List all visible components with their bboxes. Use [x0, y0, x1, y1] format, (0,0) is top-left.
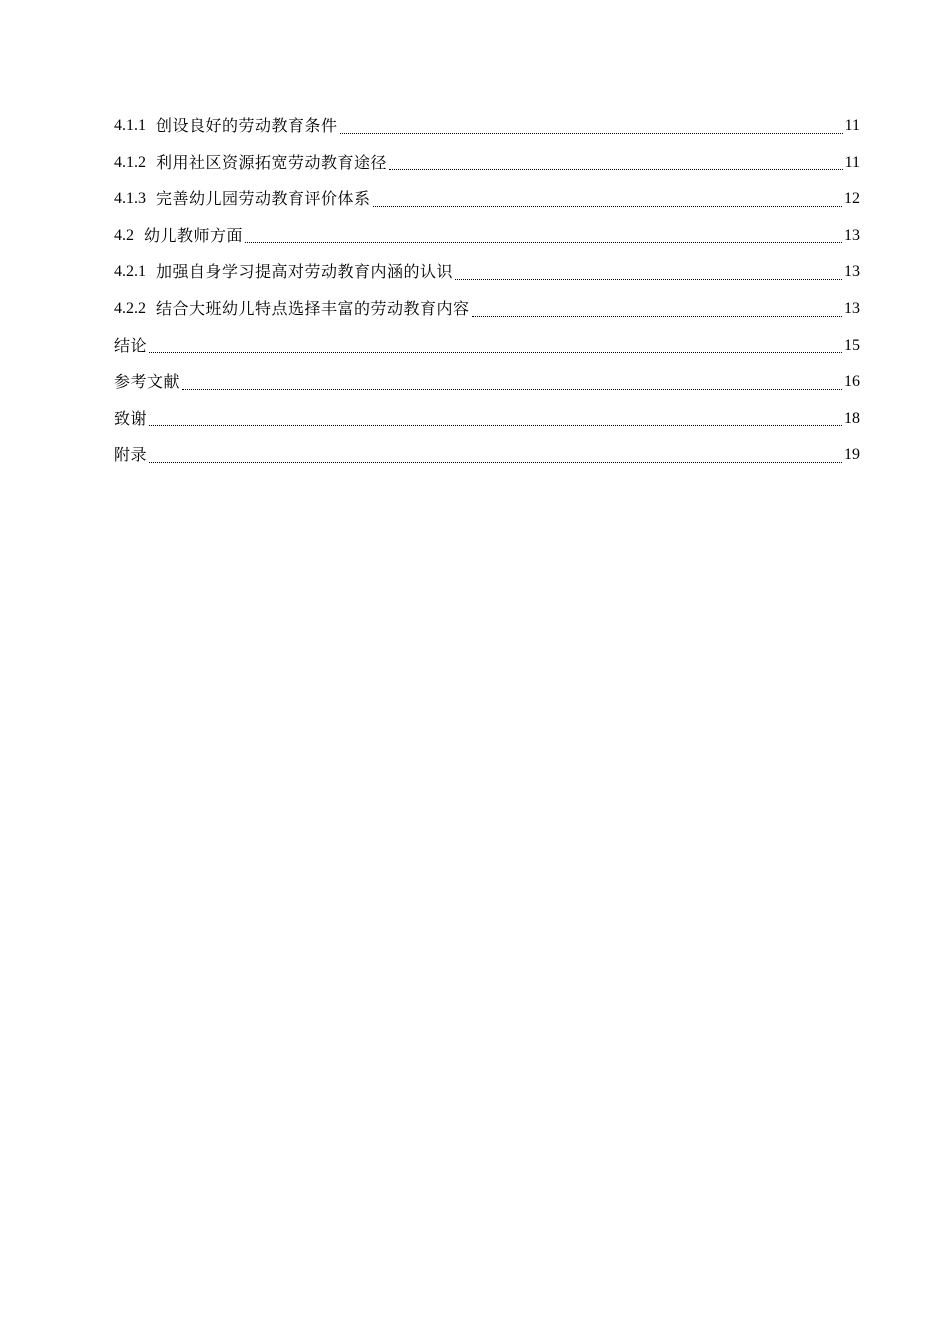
toc-entry-number: 4.2 [114, 226, 134, 244]
toc-dot-leader [182, 389, 842, 390]
toc-entry-title: 加强自身学习提高对劳动教育内涵的认识 [156, 262, 454, 282]
toc-entry[interactable] [114, 254, 860, 291]
toc-entry[interactable] [114, 364, 860, 401]
toc-entry-page: 11 [844, 117, 860, 134]
toc-entry[interactable] [114, 145, 860, 182]
toc-dot-leader [455, 279, 842, 280]
toc-entry-title: 幼儿教师方面 [144, 225, 244, 245]
toc-entry[interactable] [114, 291, 860, 328]
toc-dot-leader [149, 462, 842, 463]
toc-dot-leader [149, 352, 842, 353]
toc-entry-number: 4.2.1 [114, 263, 146, 281]
toc-entry-number: 4.1.3 [114, 190, 146, 208]
table-of-contents [114, 108, 860, 474]
toc-entry-title: 结论 [114, 335, 148, 355]
toc-entry-title: 完善幼儿园劳动教育评价体系 [156, 189, 371, 209]
toc-entry[interactable] [114, 328, 860, 365]
toc-entry-page: 13 [844, 263, 860, 281]
toc-entry-page: 12 [844, 190, 860, 208]
toc-entry-page: 16 [844, 373, 860, 391]
toc-entry[interactable] [114, 401, 860, 438]
toc-entry-number: 4.1.2 [114, 153, 146, 171]
toc-entry-title: 参考文献 [114, 372, 181, 392]
toc-entry-title: 致谢 [114, 408, 148, 428]
toc-entry-number: 4.1.1 [114, 117, 146, 134]
toc-dot-leader [245, 242, 842, 243]
toc-entry-page: 15 [844, 336, 860, 354]
toc-entry[interactable] [114, 108, 860, 145]
toc-entry-title: 结合大班幼儿特点选择丰富的劳动教育内容 [156, 298, 470, 318]
toc-dot-leader [472, 316, 842, 317]
toc-entry[interactable] [114, 218, 860, 255]
toc-dot-leader [389, 169, 843, 170]
toc-dot-leader [373, 206, 842, 207]
toc-entry[interactable] [114, 181, 860, 218]
toc-entry-page: 13 [844, 299, 860, 317]
toc-dot-leader [340, 133, 843, 134]
toc-entry-page: 13 [844, 226, 860, 244]
toc-entry-page: 18 [844, 409, 860, 427]
toc-entry[interactable] [114, 437, 860, 474]
toc-entry-title: 利用社区资源拓宽劳动教育途径 [156, 152, 388, 172]
toc-entry-page: 11 [844, 153, 860, 171]
toc-dot-leader [149, 425, 842, 426]
toc-entry-page: 19 [844, 446, 860, 464]
toc-entry-number: 4.2.2 [114, 299, 146, 317]
toc-entry-title: 创设良好的劳动教育条件 [156, 116, 338, 135]
toc-entry-title: 附录 [114, 445, 148, 465]
